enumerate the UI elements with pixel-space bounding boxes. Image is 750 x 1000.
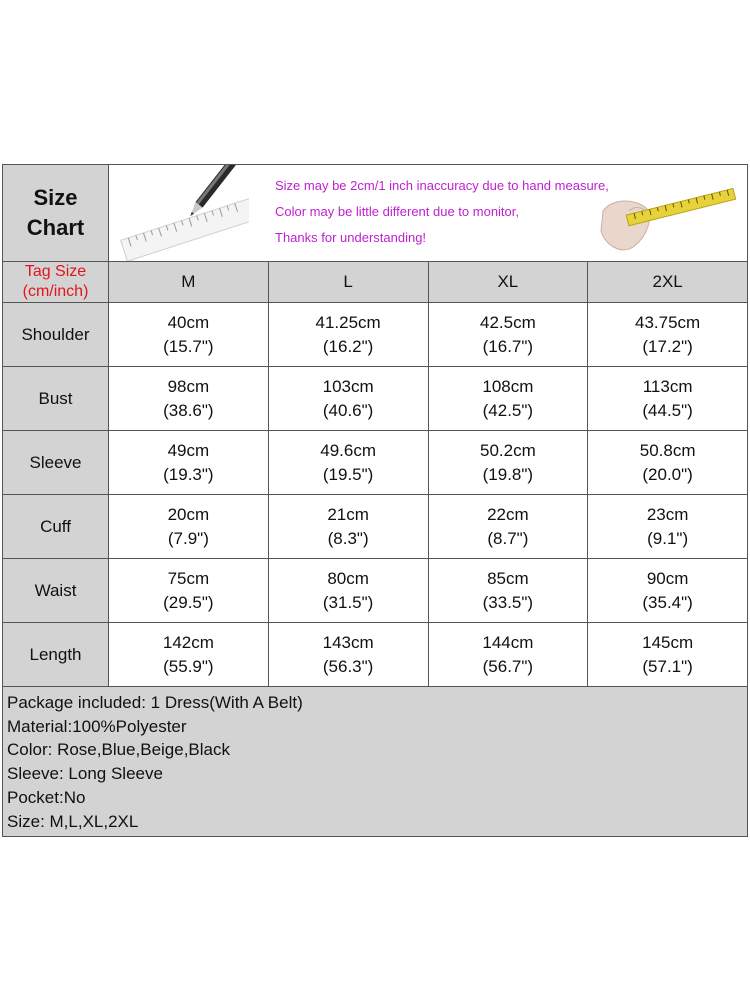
inch-value: (15.7") (163, 336, 214, 356)
inch-value: (31.5") (322, 592, 374, 612)
info-size: Size: M,L,XL,2XL (7, 811, 139, 831)
measuring-tape-hand-icon (589, 171, 739, 257)
inch-value: (19.5") (322, 464, 374, 484)
cm-value: 20cm (167, 504, 210, 524)
notice-banner (109, 165, 748, 262)
measurement-cell (588, 623, 748, 687)
measurement-cell (588, 303, 748, 367)
cm-value: 49cm (167, 440, 210, 460)
measurement-cell (109, 623, 269, 687)
measurement-cell (429, 623, 589, 687)
measurement-cell (269, 367, 429, 431)
inch-value: (8.3") (327, 528, 369, 548)
title-line-1: Size (33, 185, 78, 210)
cm-value: 98cm (167, 376, 210, 396)
measurement-row-cuff (3, 495, 748, 559)
measurement-row-length (3, 623, 748, 687)
inch-value: (57.1") (642, 656, 693, 676)
inch-value: (55.9") (163, 656, 214, 676)
size-header-xl: XL (429, 262, 589, 303)
measurement-cell (588, 559, 748, 623)
measurement-cell (429, 367, 589, 431)
cm-value: 144cm (482, 632, 534, 652)
measurement-cell (269, 559, 429, 623)
info-pocket: Pocket:No (7, 787, 86, 807)
inch-value: (7.9") (167, 528, 209, 548)
measurement-cell (269, 303, 429, 367)
row-label: Waist (3, 559, 109, 623)
measurement-cell (109, 559, 269, 623)
inch-value: (19.8") (482, 464, 534, 484)
row-label: Sleeve (3, 431, 109, 495)
inch-value: (19.3") (163, 464, 214, 484)
ruler-pen-icon (119, 165, 249, 262)
inch-value: (20.0") (642, 464, 693, 484)
cm-value: 85cm (487, 568, 529, 588)
cm-value: 40cm (167, 312, 210, 332)
inch-value: (9.1") (647, 528, 689, 548)
measurement-cell (109, 431, 269, 495)
cm-value: 43.75cm (635, 312, 701, 332)
cm-value: 49.6cm (320, 440, 376, 460)
note-line: Size may be 2cm/1 inch inaccuracy due to hand measure, (275, 178, 609, 193)
cm-value: 142cm (162, 632, 214, 652)
header-row (3, 165, 748, 262)
cm-value: 75cm (167, 568, 210, 588)
tag-size-line-2: (cm/inch) (22, 283, 89, 300)
measurement-cell (429, 431, 589, 495)
size-header-row (3, 262, 748, 303)
title-line-2: Chart (26, 215, 85, 240)
inch-value: (56.3") (322, 656, 374, 676)
size-chart-title (3, 165, 109, 262)
inch-value: (17.2") (642, 336, 693, 356)
inch-value: (38.6") (163, 400, 214, 420)
measurement-cell (429, 559, 589, 623)
measurement-cell (588, 495, 748, 559)
inch-value: (29.5") (163, 592, 214, 612)
inch-value: (16.2") (322, 336, 374, 356)
info-material: Material:100%Polyester (7, 716, 187, 736)
measurement-cell (269, 623, 429, 687)
info-sleeve: Sleeve: Long Sleeve (7, 764, 163, 784)
measurement-cell (109, 303, 269, 367)
cm-value: 113cm (642, 376, 693, 396)
cm-value: 103cm (322, 376, 374, 396)
cm-value: 41.25cm (315, 312, 381, 332)
cm-value: 143cm (322, 632, 374, 652)
measurement-cell (109, 367, 269, 431)
note-line: Color may be little different due to monitor, (275, 204, 519, 219)
cm-value: 108cm (482, 376, 534, 396)
size-header-l: L (269, 262, 429, 303)
inch-value: (44.5") (642, 400, 693, 420)
row-label: Length (3, 623, 109, 687)
cm-value: 80cm (327, 568, 369, 588)
inch-value: (56.7") (482, 656, 534, 676)
row-label: Cuff (3, 495, 109, 559)
measurement-cell (109, 495, 269, 559)
inch-value: (42.5") (482, 400, 534, 420)
measurement-row-waist (3, 559, 748, 623)
size-header-m: M (109, 262, 269, 303)
product-info-panel (3, 687, 748, 837)
tag-size-label (3, 262, 109, 303)
inch-value: (35.4") (642, 592, 693, 612)
cm-value: 90cm (646, 568, 689, 588)
size-header-2xl: 2XL (588, 262, 748, 303)
note-line: Thanks for understanding! (275, 230, 427, 245)
measurement-notes (275, 173, 609, 251)
tag-size-line-1: Tag Size (24, 263, 87, 280)
cm-value: 23cm (646, 504, 689, 524)
row-label: Bust (3, 367, 109, 431)
measurement-cell (269, 495, 429, 559)
measurement-row-shoulder (3, 303, 748, 367)
measurement-cell (429, 303, 589, 367)
cm-value: 145cm (642, 632, 694, 652)
cm-value: 42.5cm (480, 312, 536, 332)
size-chart-table (2, 164, 748, 837)
row-label: Shoulder (3, 303, 109, 367)
cm-value: 50.2cm (480, 440, 536, 460)
measurement-cell (588, 367, 748, 431)
measurement-row-sleeve (3, 431, 748, 495)
measurement-cell (588, 431, 748, 495)
inch-value: (16.7") (482, 336, 534, 356)
inch-value: (8.7") (487, 528, 529, 548)
cm-value: 50.8cm (639, 440, 696, 460)
cm-value: 21cm (327, 504, 369, 524)
inch-value: (40.6") (322, 400, 374, 420)
info-package: Package included: 1 Dress(With A Belt) (7, 693, 303, 712)
measurement-row-bust (3, 367, 748, 431)
measurement-cell (429, 495, 589, 559)
cm-value: 22cm (487, 504, 529, 524)
measurement-cell (269, 431, 429, 495)
inch-value: (33.5") (482, 592, 534, 612)
info-color: Color: Rose,Blue,Beige,Black (7, 740, 231, 760)
